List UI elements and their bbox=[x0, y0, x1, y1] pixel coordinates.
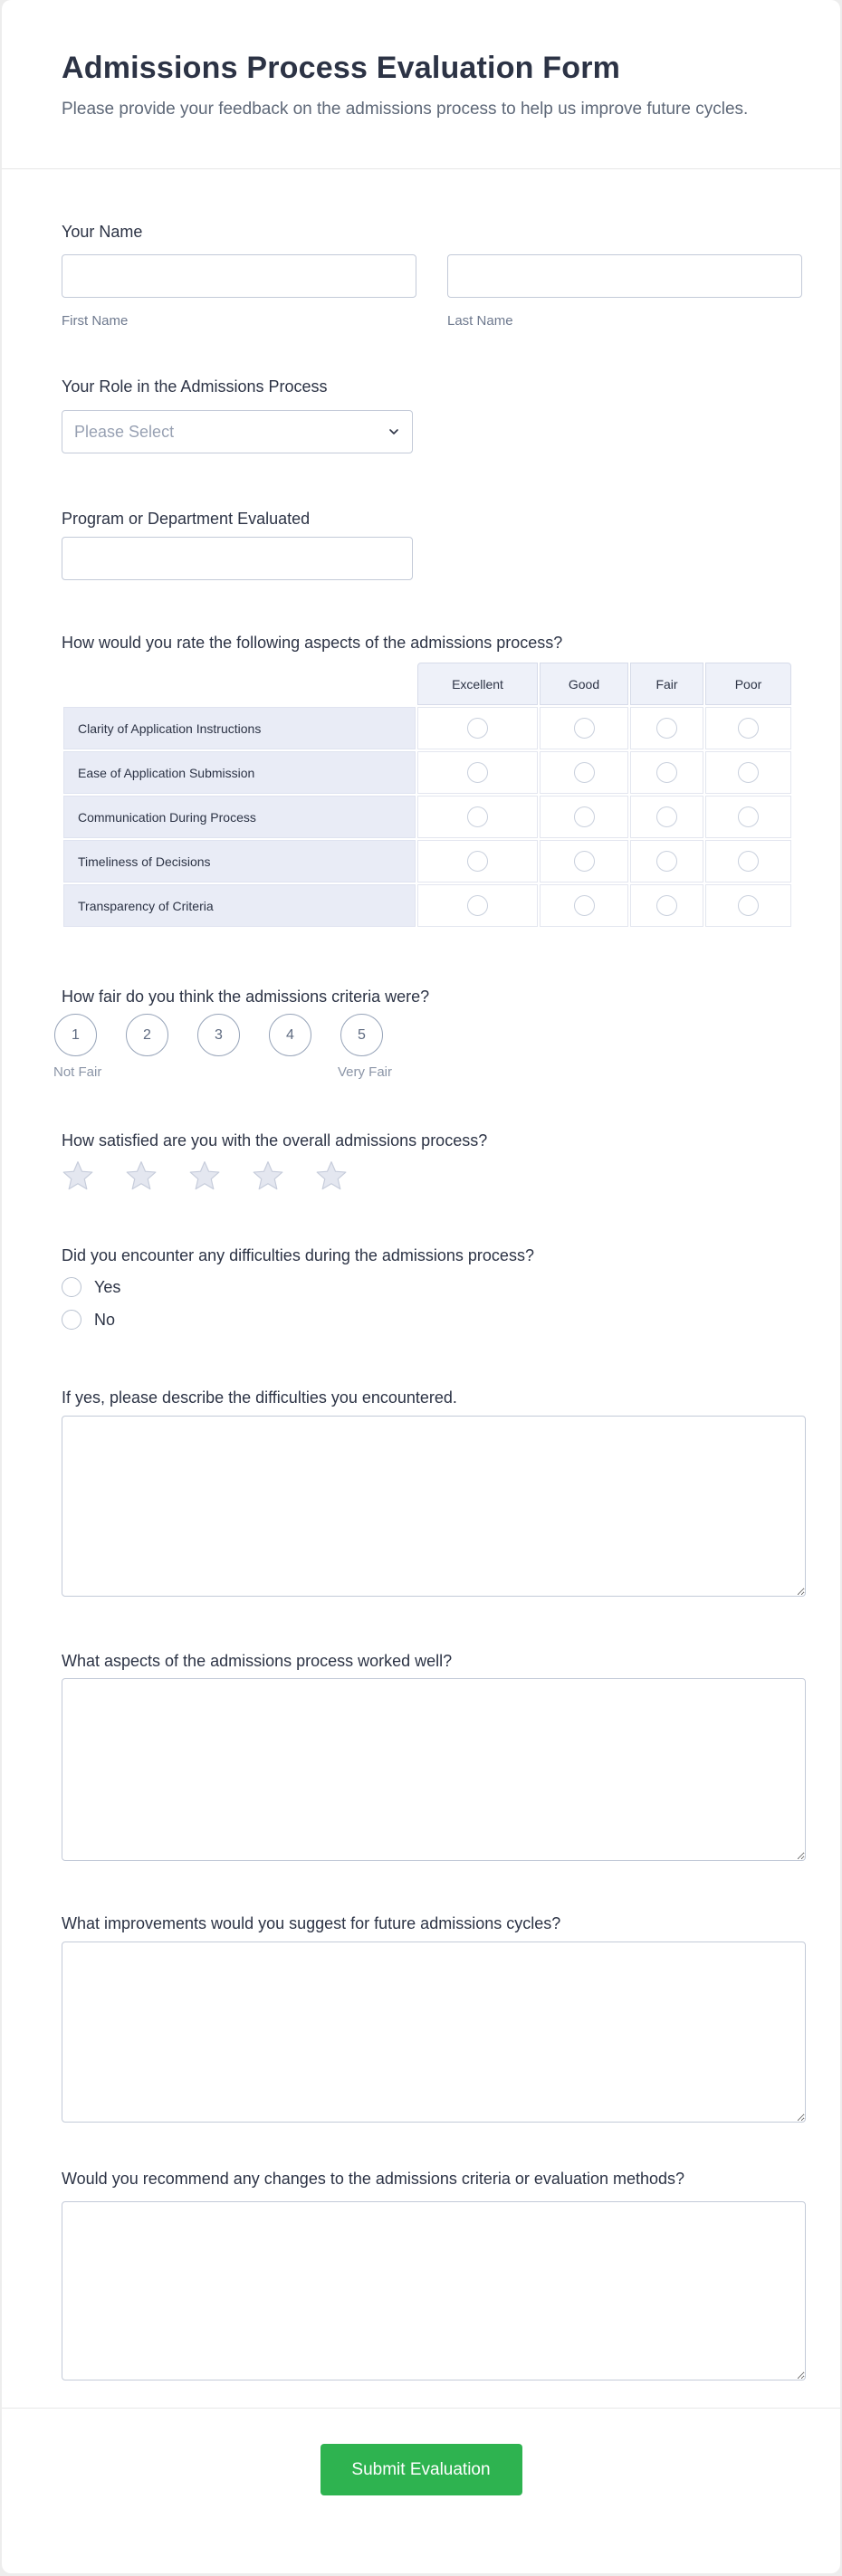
role-select-wrap bbox=[62, 410, 413, 453]
matrix-radio-clarity-fair[interactable] bbox=[656, 718, 677, 739]
star-icon-4[interactable] bbox=[249, 1159, 287, 1195]
matrix-radio-transparency-fair[interactable] bbox=[656, 895, 677, 916]
form-description: Please provide your feedback on the admissions process to help us improve future cycles. bbox=[62, 100, 749, 119]
matrix-row-ease bbox=[63, 751, 791, 794]
last-name-sublabel: Last Name bbox=[447, 313, 513, 329]
matrix-question-label: How would you rate the following aspects of the admissions process? bbox=[62, 634, 563, 652]
star-icon-5[interactable] bbox=[312, 1159, 350, 1195]
star-rating bbox=[59, 1159, 802, 1195]
name-fields-row bbox=[62, 254, 802, 298]
matrix-header-row bbox=[63, 663, 791, 705]
scale-option-1[interactable]: 1 bbox=[54, 1014, 97, 1056]
role-question-label: Your Role in the Admissions Process bbox=[62, 377, 328, 396]
satisfaction-question-label: How satisfied are you with the overall admissions process? bbox=[62, 1131, 488, 1150]
matrix-radio-timeliness-excellent[interactable] bbox=[467, 851, 488, 872]
difficulty-yes-label: Yes bbox=[94, 1277, 121, 1296]
matrix-row-label: Timeliness of Decisions bbox=[63, 840, 416, 883]
star-icon-3[interactable] bbox=[186, 1159, 224, 1195]
form-footer bbox=[2, 2408, 840, 2539]
matrix-radio-communication-excellent[interactable] bbox=[467, 806, 488, 827]
matrix-radio-timeliness-fair[interactable] bbox=[656, 851, 677, 872]
matrix-radio-clarity-poor[interactable] bbox=[738, 718, 759, 739]
difficulty-option-yes-row bbox=[62, 1277, 802, 1297]
difficulty-no-radio[interactable] bbox=[62, 1310, 81, 1330]
matrix-radio-ease-good[interactable] bbox=[574, 762, 595, 783]
scale-option-2[interactable]: 2 bbox=[126, 1014, 168, 1056]
improvements-label: What improvements would you suggest for future admissions cycles? bbox=[62, 1914, 561, 1932]
matrix-col-excellent: Excellent bbox=[417, 663, 538, 705]
star-icon-2[interactable] bbox=[122, 1159, 160, 1195]
program-input[interactable] bbox=[62, 537, 413, 580]
recommend-changes-textarea[interactable] bbox=[62, 2201, 806, 2380]
matrix-radio-ease-excellent[interactable] bbox=[467, 762, 488, 783]
name-question-label: Your Name bbox=[62, 223, 143, 241]
matrix-col-fair: Fair bbox=[630, 663, 703, 705]
fairness-scale bbox=[54, 1014, 389, 1056]
matrix-col-poor: Poor bbox=[705, 663, 791, 705]
form-header bbox=[2, 0, 840, 169]
difficulty-option-no-row bbox=[62, 1310, 802, 1330]
form-card bbox=[2, 0, 840, 2573]
matrix-row-communication bbox=[63, 796, 791, 838]
matrix-radio-ease-poor[interactable] bbox=[738, 762, 759, 783]
matrix-radio-timeliness-good[interactable] bbox=[574, 851, 595, 872]
matrix-radio-clarity-good[interactable] bbox=[574, 718, 595, 739]
matrix-col-good: Good bbox=[540, 663, 628, 705]
role-select[interactable] bbox=[62, 410, 413, 453]
scale-min-label: Not Fair bbox=[53, 1064, 102, 1080]
matrix-row-transparency bbox=[63, 884, 791, 927]
form-body bbox=[2, 221, 840, 2408]
matrix-row-label: Ease of Application Submission bbox=[63, 751, 416, 794]
scale-option-4[interactable]: 4 bbox=[269, 1014, 311, 1056]
fairness-question-label: How fair do you think the admissions criteria were? bbox=[62, 987, 430, 1006]
first-name-input[interactable] bbox=[62, 254, 416, 298]
matrix-radio-communication-fair[interactable] bbox=[656, 806, 677, 827]
scale-option-3[interactable]: 3 bbox=[197, 1014, 240, 1056]
matrix-row-timeliness bbox=[63, 840, 791, 883]
difficulty-yes-radio[interactable] bbox=[62, 1277, 81, 1297]
difficulty-detail-textarea[interactable] bbox=[62, 1416, 806, 1597]
matrix-row-label: Communication During Process bbox=[63, 796, 416, 838]
matrix-radio-transparency-poor[interactable] bbox=[738, 895, 759, 916]
scale-option-5[interactable]: 5 bbox=[340, 1014, 383, 1056]
name-sublabels-row bbox=[62, 313, 802, 329]
matrix-row-label: Transparency of Criteria bbox=[63, 884, 416, 927]
last-name-input[interactable] bbox=[447, 254, 802, 298]
submit-button[interactable]: Submit Evaluation bbox=[321, 2444, 522, 2495]
matrix-radio-ease-fair[interactable] bbox=[656, 762, 677, 783]
page-title: Admissions Process Evaluation Form bbox=[62, 51, 621, 85]
program-question-label: Program or Department Evaluated bbox=[62, 510, 311, 528]
matrix-radio-timeliness-poor[interactable] bbox=[738, 851, 759, 872]
recommend-changes-label: Would you recommend any changes to the admissions criteria or evaluation methods? bbox=[62, 2170, 685, 2188]
difficulty-question-label: Did you encounter any difficulties during the admissions process? bbox=[62, 1246, 534, 1264]
matrix-radio-communication-good[interactable] bbox=[574, 806, 595, 827]
rating-matrix bbox=[62, 661, 793, 929]
matrix-radio-transparency-good[interactable] bbox=[574, 895, 595, 916]
first-name-sublabel: First Name bbox=[62, 313, 129, 329]
fairness-scale-labels bbox=[53, 1064, 392, 1080]
matrix-radio-transparency-excellent[interactable] bbox=[467, 895, 488, 916]
matrix-row-label: Clarity of Application Instructions bbox=[63, 707, 416, 749]
matrix-corner-cell bbox=[63, 663, 416, 705]
difficulty-detail-label: If yes, please describe the difficulties you encountered. bbox=[62, 1388, 457, 1407]
matrix-radio-clarity-excellent[interactable] bbox=[467, 718, 488, 739]
difficulty-no-label: No bbox=[94, 1310, 116, 1329]
worked-well-label: What aspects of the admissions process worked well? bbox=[62, 1652, 453, 1670]
worked-well-textarea[interactable] bbox=[62, 1678, 806, 1861]
matrix-radio-communication-poor[interactable] bbox=[738, 806, 759, 827]
star-icon-1[interactable] bbox=[59, 1159, 97, 1195]
matrix-row-clarity bbox=[63, 707, 791, 749]
improvements-textarea[interactable] bbox=[62, 1942, 806, 2123]
scale-max-label: Very Fair bbox=[337, 1064, 392, 1080]
